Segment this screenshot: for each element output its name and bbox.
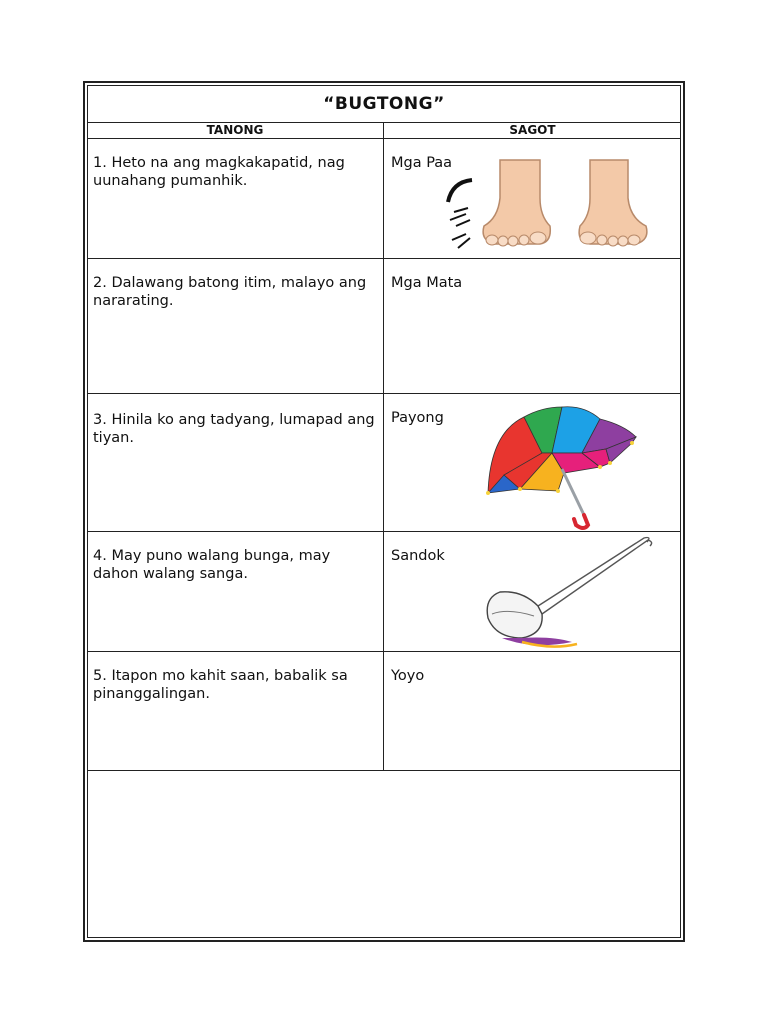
column-header-tanong: TANONG bbox=[206, 123, 264, 137]
header-bottom-line bbox=[87, 138, 681, 139]
table-bottom-line bbox=[87, 770, 681, 771]
row-divider bbox=[87, 393, 681, 394]
page-title: “BUGTONG” bbox=[323, 93, 445, 114]
ladle-illustration bbox=[482, 534, 657, 649]
row-divider bbox=[87, 258, 681, 259]
riddle-answer-1: Mga Paa bbox=[391, 155, 453, 171]
riddle-answer-3: Payong bbox=[391, 410, 444, 426]
umbrella-illustration bbox=[484, 403, 639, 531]
row-divider bbox=[87, 531, 681, 532]
riddle-answer-5: Yoyo bbox=[391, 668, 425, 684]
riddle-answer-4: Sandok bbox=[391, 548, 445, 564]
column-divider bbox=[383, 122, 384, 771]
column-header-sagot: SAGOT bbox=[509, 123, 556, 137]
riddle-question-4: 4. May puno walang bunga, may dahon walang sanga. bbox=[93, 548, 331, 582]
riddle-answer-2: Mga Mata bbox=[391, 275, 463, 291]
feet-illustration bbox=[440, 160, 665, 255]
riddle-question-1: 1. Heto na ang magkakapatid, nag uunahang pumanhik. bbox=[93, 155, 345, 189]
row-divider bbox=[87, 651, 681, 652]
riddle-question-5: 5. Itapon mo kahit saan, babalik sa pinanggalingan. bbox=[93, 668, 348, 702]
riddle-question-2: 2. Dalawang batong itim, malayo ang nararating. bbox=[93, 275, 367, 309]
riddle-question-3: 3. Hinila ko ang tadyang, lumapad ang tiyan. bbox=[93, 412, 375, 446]
